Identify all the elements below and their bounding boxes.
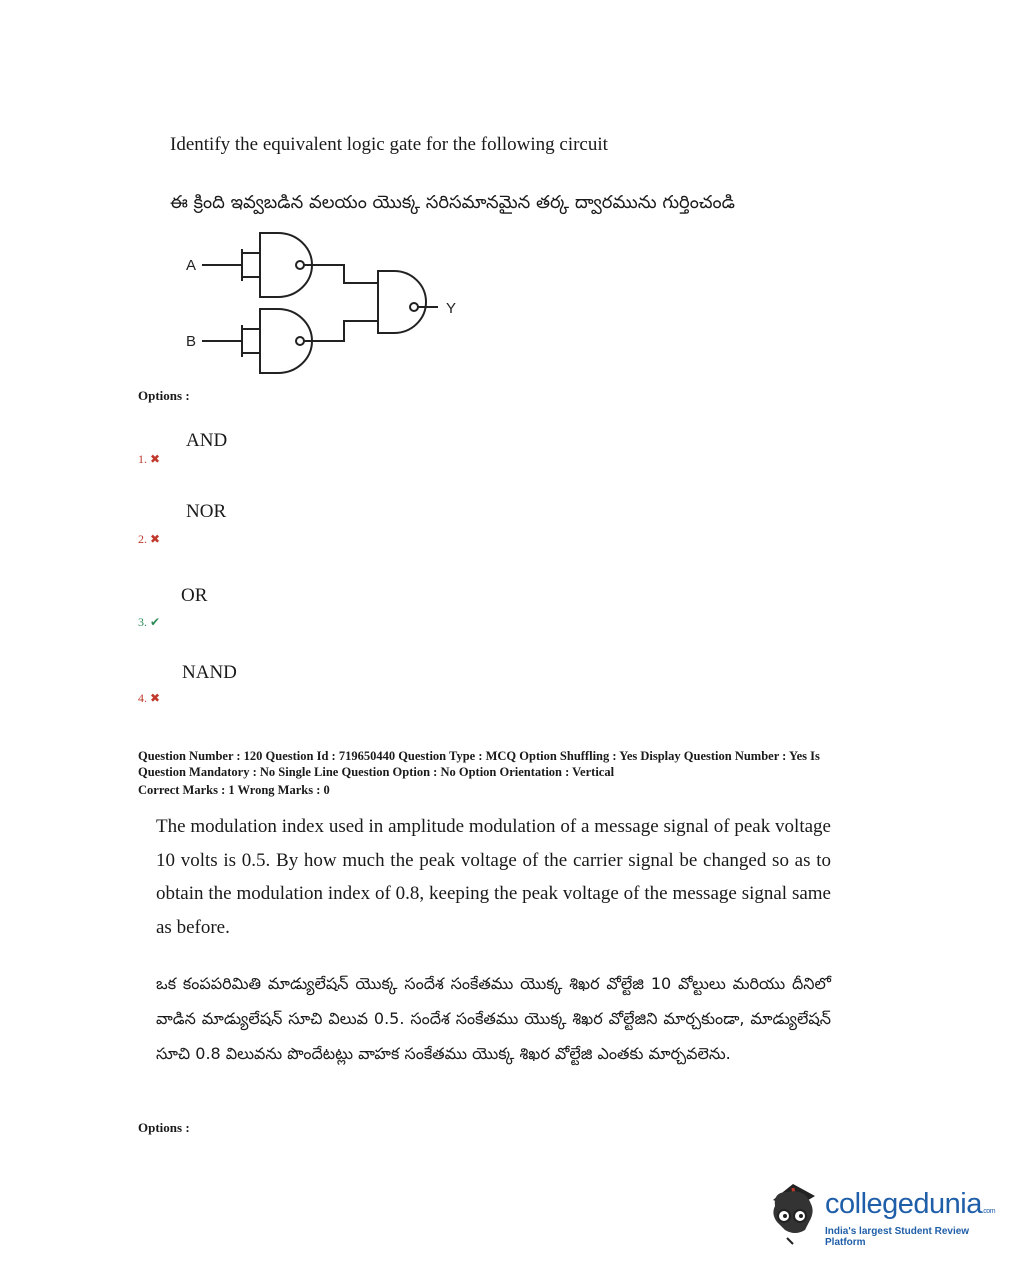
option-3-text[interactable]: OR [181, 585, 208, 606]
option-4-marker [138, 691, 160, 706]
question-1-text-en: Identify the equivalent logic gate for the following circuit [170, 134, 608, 155]
logo-name: collegedunia [825, 1188, 982, 1220]
meta-line-3: Correct Marks : 1 Wrong Marks : 0 [138, 783, 330, 797]
option-3-number: 3. [138, 615, 147, 629]
input-b-label: B [186, 333, 197, 350]
logic-circuit-diagram [180, 225, 480, 385]
option-1-text[interactable]: AND [186, 430, 228, 451]
mascot-icon [765, 1178, 823, 1246]
question-2-text-te: ఒక కంపపరిమితి మాడ్యులేషన్ యొక్క సందేశ సంకేతము యొక్క శిఖర వోల్టేజి 10 వోల్టులు మరియు దీనిలో వాడిన మాడ్యులేషన్ సూచి విలువ 0.5. సందేశ సంకేతము యొక్క శిఖర వోల్టేజిని మార్చకుండా, మాడ్యులేషన్ సూచి 0.8 విలువను పొందేటట్లు వాహక సంకేతము యొక్క శిఖర వోల్టేజి ఎంతకు మార్చవలెను. [156, 974, 831, 1063]
option-2-marker [138, 532, 160, 547]
question-meta [138, 748, 878, 798]
meta-line-1: Question Number : 120 Question Id : 719650440 Question Type : MCQ Option Shuffling : Yes Display Question Number : Yes Is [138, 749, 820, 763]
check-mark-icon: ✔ [150, 615, 161, 629]
question-1-text-te: ఈ క్రింది ఇవ్వబడిన వలయం యొక్క సరిసమానమైన తర్క ద్వారమును గుర్తించండి [170, 192, 735, 213]
meta-line-2: Question Mandatory : No Single Line Question Option : No Option Orientation : Vertical [138, 765, 615, 779]
option-4-number: 4. [138, 691, 147, 705]
wrong-mark-icon: ✖ [150, 691, 161, 705]
options-label-2: Options : [138, 1120, 190, 1135]
option-1-number: 1. [138, 452, 147, 466]
nand-gate-output [378, 271, 426, 333]
wrong-mark-icon: ✖ [150, 452, 161, 466]
logo-wordmark [825, 1188, 995, 1221]
logo-tagline: India's largest Student Review Platform [825, 1226, 970, 1248]
output-y-label: Y [446, 300, 457, 317]
input-a-label: A [186, 257, 197, 274]
options-label: Options : [138, 388, 190, 403]
wrong-mark-icon: ✖ [150, 532, 161, 546]
question-2-text-en: The modulation index used in amplitude modulation of a message signal of peak voltage 10 volts is 0.5. By how much the peak voltage of the carrier signal be changed so as to obtain the modulation index of 0.8, keeping the peak voltage of the message signal same as before. [156, 816, 831, 938]
option-4-text[interactable]: NAND [182, 662, 237, 683]
option-2-text[interactable]: NOR [186, 501, 227, 522]
logo-suffix: .com [981, 1208, 996, 1215]
option-2-number: 2. [138, 532, 147, 546]
option-1-marker [138, 452, 160, 467]
collegedunia-logo [765, 1178, 995, 1248]
option-3-marker [138, 615, 160, 630]
